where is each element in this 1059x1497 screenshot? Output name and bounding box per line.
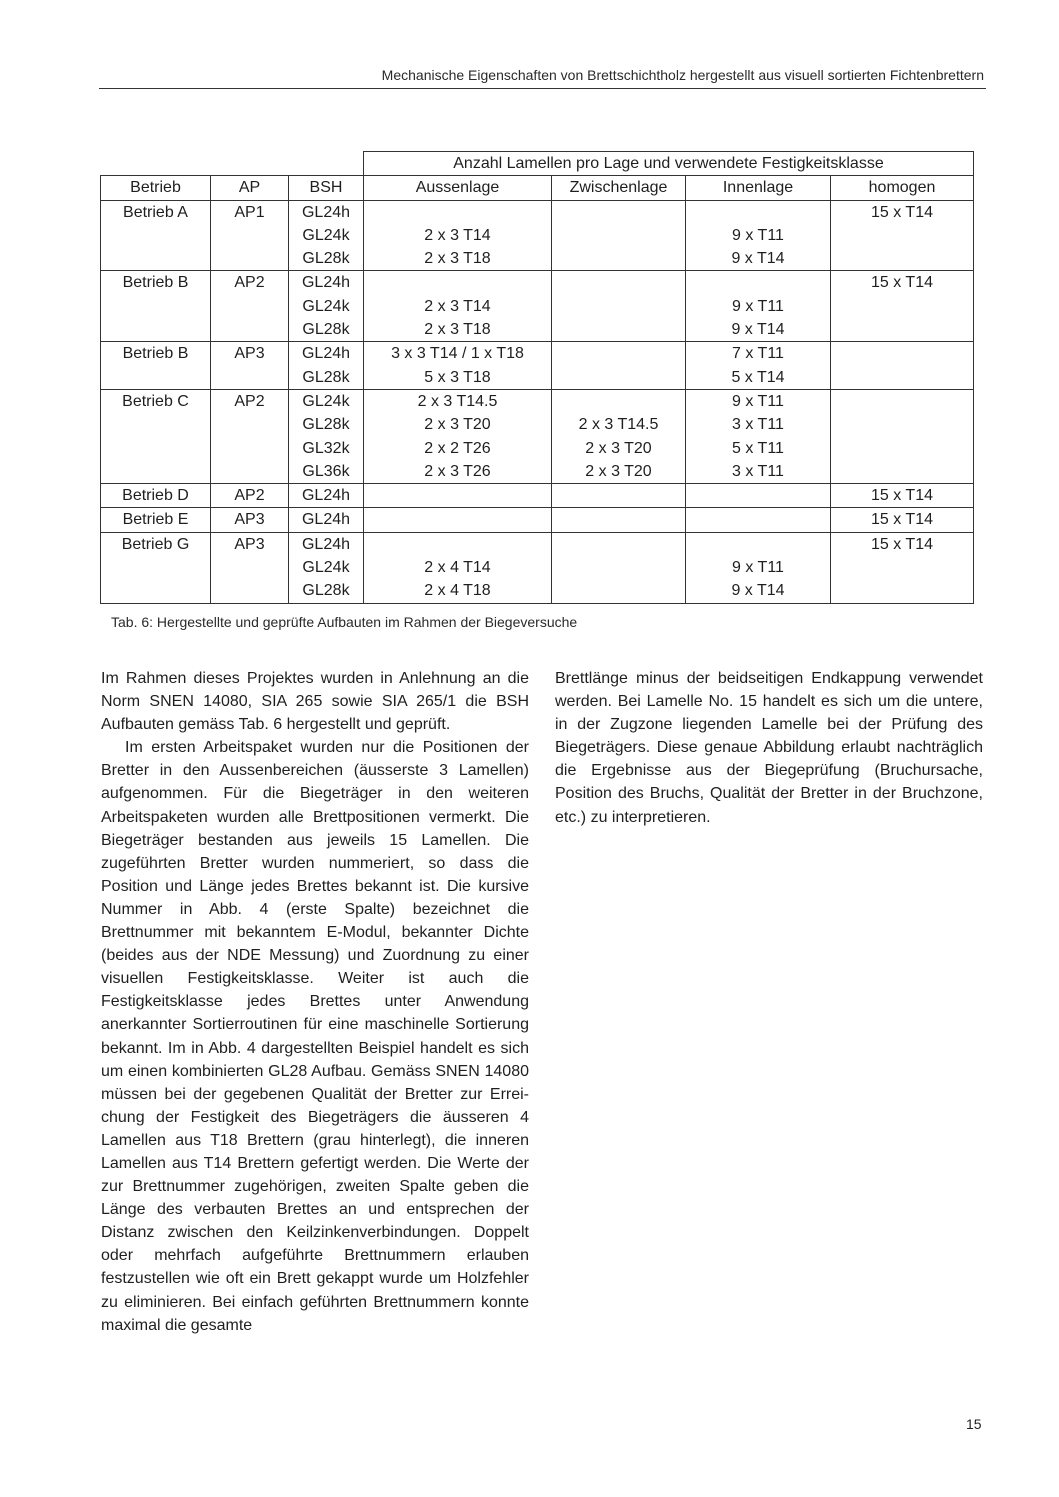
table-cell-homogen — [831, 200, 974, 271]
cell-line — [552, 318, 685, 341]
cell-line: GL28k — [302, 416, 350, 434]
cell-line — [552, 484, 685, 507]
cell-line — [831, 437, 973, 460]
table-cell-homogen — [831, 508, 974, 532]
cell-line — [552, 366, 685, 389]
table-row — [101, 271, 974, 342]
table-cell-homogen — [831, 532, 974, 603]
cell-line — [552, 224, 685, 247]
table-cell-zwischenlage — [552, 389, 686, 483]
cell-line: 9 x T14 — [731, 321, 785, 339]
table-cell-zwischenlage — [552, 508, 686, 532]
cell-line: 3 x 3 T14 / 1 x T18 — [391, 345, 524, 363]
table-cell-ap — [211, 508, 289, 532]
cell-line: 2 x 3 T20 — [585, 439, 652, 457]
cell-line — [831, 295, 973, 318]
table-cell-zwischenlage — [552, 532, 686, 603]
table-cell-aussenlage — [364, 200, 552, 271]
table-cell-zwischenlage — [552, 342, 686, 390]
table-cell-betrieb — [101, 342, 211, 390]
cell-line — [686, 271, 830, 294]
table-cell-ap — [211, 271, 289, 342]
table-cell-betrieb — [101, 200, 211, 271]
cell-line: GL24h — [301, 511, 351, 529]
table-row — [101, 200, 974, 271]
table-cell-ap — [211, 389, 289, 483]
cell-line: AP2 — [234, 487, 265, 505]
column-header-homogen: homogen — [831, 176, 974, 200]
table-cell-innenlage — [686, 271, 831, 342]
column-header-aussenlage: Aussenlage — [364, 176, 552, 200]
cell-line — [831, 224, 973, 247]
table-row — [101, 484, 974, 508]
cell-line: GL24k — [302, 297, 350, 315]
cell-line: GL24k — [302, 226, 350, 244]
cell-line: Betrieb G — [121, 535, 190, 553]
cell-line: Betrieb B — [122, 345, 189, 363]
cell-line: GL24k — [302, 559, 350, 577]
group-header: Anzahl Lamellen pro Lage und verwendete Festigkeitsklasse — [364, 152, 974, 176]
cell-line: 9 x T14 — [731, 250, 785, 268]
table-cell-bsh — [289, 271, 364, 342]
table-cell-innenlage — [686, 200, 831, 271]
table-cell-innenlage — [686, 532, 831, 603]
cell-line: 7 x T11 — [732, 345, 784, 363]
cell-line — [364, 533, 551, 556]
table-cell-aussenlage — [364, 342, 552, 390]
table-cell-zwischenlage — [552, 271, 686, 342]
table-cell-aussenlage — [364, 484, 552, 508]
cell-line: GL24k — [302, 392, 350, 410]
table-caption: Tab. 6: Hergestellte und geprüfte Aufbauten im Rahmen der Biegeversuche — [111, 614, 578, 630]
header-rule — [99, 88, 986, 89]
body-column-right — [555, 667, 983, 829]
table-cell-homogen — [831, 484, 974, 508]
cell-line: GL28k — [302, 321, 350, 339]
cell-line: Betrieb E — [122, 511, 189, 529]
column-header-zwischenlage: Zwischenlage — [552, 176, 686, 200]
cell-line: 2 x 3 T14.5 — [578, 416, 659, 434]
cell-line — [552, 247, 685, 270]
table-cell-bsh — [289, 508, 364, 532]
cell-line: 9 x T14 — [731, 582, 785, 600]
running-title: Mechanische Eigenschaften von Brettschichtholz hergestellt aus visuell sortierten Fichtenbrettern — [381, 67, 984, 83]
cell-line: 9 x T11 — [732, 226, 784, 244]
cell-line: 3 x T11 — [732, 416, 784, 434]
table-cell-betrieb — [101, 532, 211, 603]
data-table — [100, 151, 974, 604]
table-row — [101, 532, 974, 603]
cell-line: 2 x 4 T18 — [424, 582, 491, 600]
cell-line: GL24h — [301, 535, 351, 553]
cell-line — [364, 484, 551, 507]
table-cell-aussenlage — [364, 271, 552, 342]
paragraph: Im ersten Arbeitspaket wurden nur die Positionen der Bretter in den Aussenbereichen (äusserste 3 Lamellen) aufgenommen. Für die Biegeträger in den weiteren Arbeitspaketen wurden alle Brettpositionen vermerkt. Die Biegeträger bestanden aus jeweils 15 Lamellen. Die zugeführten Bretter wurden nummeriert, so dass die Position und Länge jedes Brettes bekannt ist. Die kursive Nummer in Abb. 4 (erste Spalte) bezeichnet die Brettnummer mit bekanntem E-Modul, bekannter Dichte (beides aus der NDE Messung) und Zuordnung zu einer visuellen Festigkeitsklasse. Weiter ist auch die Festigkeitsklasse jedes Brettes unter Anwendung anerkannter Sortierroutinen für eine maschinelle Sortierung bekannt. Im in Abb. 4 dargestellten Beispiel handelt es sich um einen kombinierten GL28 Aufbau. Gemäss SNEN 14080 müssen bei der gegebenen Qualität der Bretter zur Erreichung der Festigkeit des Biegeträgers die äusseren 4 Lamellen aus T18 Brettern (grau hinterlegt), die inneren Lamellen aus T14 Brettern gefertigt werden. Die Werte der zur Brettnummer zugehörigen, zweiten Spalte geben die Länge des verbauten Brettes an und entsprechen der Distanz zwischen den Keilzinkenverbindungen. Doppelt oder mehrfach aufgeführte Brettnummern erlauben festzustellen wie oft ein Brett gekappt wurde um Holzfehler zu eliminieren. Bei einfach geführten Brettnummern konnte maximal die gesamte — [101, 739, 529, 1334]
cell-line: 9 x T11 — [732, 297, 784, 315]
cell-line: GL28k — [302, 582, 350, 600]
table-cell-innenlage — [686, 484, 831, 508]
table-cell-bsh — [289, 484, 364, 508]
cell-line: GL24h — [301, 345, 351, 363]
cell-line — [552, 201, 685, 224]
cell-line: GL28k — [302, 250, 350, 268]
cell-line: Betrieb B — [122, 274, 189, 292]
column-header-betrieb: Betrieb — [101, 176, 211, 200]
cell-line — [831, 342, 973, 365]
cell-line — [552, 556, 685, 579]
cell-line: 2 x 3 T20 — [585, 462, 652, 480]
body-column-left — [101, 667, 529, 1337]
cell-line: 9 x T11 — [732, 559, 784, 577]
table-cell-betrieb — [101, 508, 211, 532]
table-cell-aussenlage — [364, 389, 552, 483]
cell-line — [552, 533, 685, 556]
table-cell-bsh — [289, 532, 364, 603]
cell-line: 2 x 3 T20 — [424, 416, 491, 434]
table-cell-bsh — [289, 389, 364, 483]
table-row — [101, 389, 974, 483]
cell-line — [831, 556, 973, 579]
cell-line: 2 x 3 T18 — [424, 250, 491, 268]
table-cell-aussenlage — [364, 532, 552, 603]
cell-line: GL24h — [301, 203, 351, 221]
table-cell-innenlage — [686, 342, 831, 390]
cell-line: AP3 — [234, 345, 265, 363]
table-cell-innenlage — [686, 508, 831, 532]
table-cell-betrieb — [101, 271, 211, 342]
cell-line — [686, 508, 830, 531]
cell-line: AP1 — [234, 203, 265, 221]
cell-line — [552, 271, 685, 294]
cell-line: AP3 — [234, 535, 265, 553]
cell-line — [364, 508, 551, 531]
cell-line: 15 x T14 — [871, 203, 933, 221]
table-cell-ap — [211, 200, 289, 271]
cell-line — [686, 201, 830, 224]
cell-line — [831, 366, 973, 389]
cell-line: GL32k — [302, 439, 350, 457]
table-cell-homogen — [831, 389, 974, 483]
cell-line: AP3 — [234, 511, 265, 529]
column-header-ap: AP — [211, 176, 289, 200]
cell-line: 5 x T11 — [732, 439, 784, 457]
cell-line: AP2 — [234, 392, 265, 410]
cell-line: GL24h — [301, 487, 351, 505]
cell-line: GL36k — [302, 462, 350, 480]
cell-line: 5 x 3 T18 — [424, 368, 491, 386]
cell-line: 3 x T11 — [732, 462, 784, 480]
cell-line — [831, 413, 973, 436]
cell-line — [552, 579, 685, 602]
cell-line — [686, 533, 830, 556]
cell-line: Betrieb C — [122, 392, 189, 410]
table-cell-homogen — [831, 271, 974, 342]
table-cell-bsh — [289, 200, 364, 271]
page-number: 15 — [966, 1416, 982, 1432]
cell-line — [552, 295, 685, 318]
cell-line — [831, 247, 973, 270]
cell-line — [364, 271, 551, 294]
table-cell-bsh — [289, 342, 364, 390]
paragraph: Brettlänge minus der beidseitigen Endkappung verwendet werden. Bei Lamelle No. 15 handelt es sich um die untere, in der Zugzone liegenden Lamelle bei der Prüfung des Biegeträgers. Diese genaue Abbildung erlaubt nachträglich die Ergebnisse aus der Biegeprüfung (Bruchursache, Position des Bruchs, Qualität der Bretter in der Bruchzone, etc.) zu interpretieren. — [555, 670, 983, 826]
cell-line: 2 x 3 T18 — [424, 321, 491, 339]
cell-line: 2 x 3 T26 — [424, 462, 491, 480]
table-cell-zwischenlage — [552, 200, 686, 271]
cell-line: 15 x T14 — [871, 274, 933, 292]
table-column-header-row — [101, 176, 974, 200]
cell-line: 15 x T14 — [871, 535, 933, 553]
cell-line: 2 x 3 T14 — [424, 297, 491, 315]
cell-line: 2 x 2 T26 — [424, 439, 491, 457]
cell-line: 15 x T14 — [871, 487, 933, 505]
cell-line: 5 x T14 — [731, 368, 785, 386]
cell-line: 15 x T14 — [871, 511, 933, 529]
table-cell-aussenlage — [364, 508, 552, 532]
table-row — [101, 508, 974, 532]
table-cell-ap — [211, 342, 289, 390]
column-header-innenlage: Innenlage — [686, 176, 831, 200]
cell-line — [831, 579, 973, 602]
column-header-bsh: BSH — [289, 176, 364, 200]
cell-line: Betrieb A — [123, 203, 188, 221]
cell-line: GL24h — [301, 274, 351, 292]
cell-line: 2 x 3 T14.5 — [417, 392, 498, 410]
table-cell-homogen — [831, 342, 974, 390]
cell-line — [552, 508, 685, 531]
cell-line — [552, 390, 685, 413]
table-group-header-row — [101, 152, 974, 176]
cell-line: 9 x T11 — [732, 392, 784, 410]
table-cell-zwischenlage — [552, 484, 686, 508]
cell-line: 2 x 3 T14 — [424, 226, 491, 244]
cell-line: GL28k — [302, 368, 350, 386]
cell-line — [686, 484, 830, 507]
cell-line — [364, 201, 551, 224]
cell-line: 2 x 4 T14 — [424, 559, 491, 577]
table-cell-betrieb — [101, 389, 211, 483]
cell-line — [552, 342, 685, 365]
cell-line — [831, 460, 973, 483]
table-row — [101, 342, 974, 390]
cell-line: Betrieb D — [122, 487, 189, 505]
cell-line: AP2 — [234, 274, 265, 292]
cell-line — [831, 390, 973, 413]
table-cell-betrieb — [101, 484, 211, 508]
table-cell-innenlage — [686, 389, 831, 483]
paragraph: Im Rahmen dieses Projektes wurden in Anlehnung an die Norm SNEN 14080, SIA 265 sowie SIA 265/1 die BSH Aufbauten gemäss Tab. 6 hergestellt und geprüft. — [101, 670, 529, 734]
cell-line — [831, 318, 973, 341]
table-cell-ap — [211, 532, 289, 603]
table-cell-ap — [211, 484, 289, 508]
